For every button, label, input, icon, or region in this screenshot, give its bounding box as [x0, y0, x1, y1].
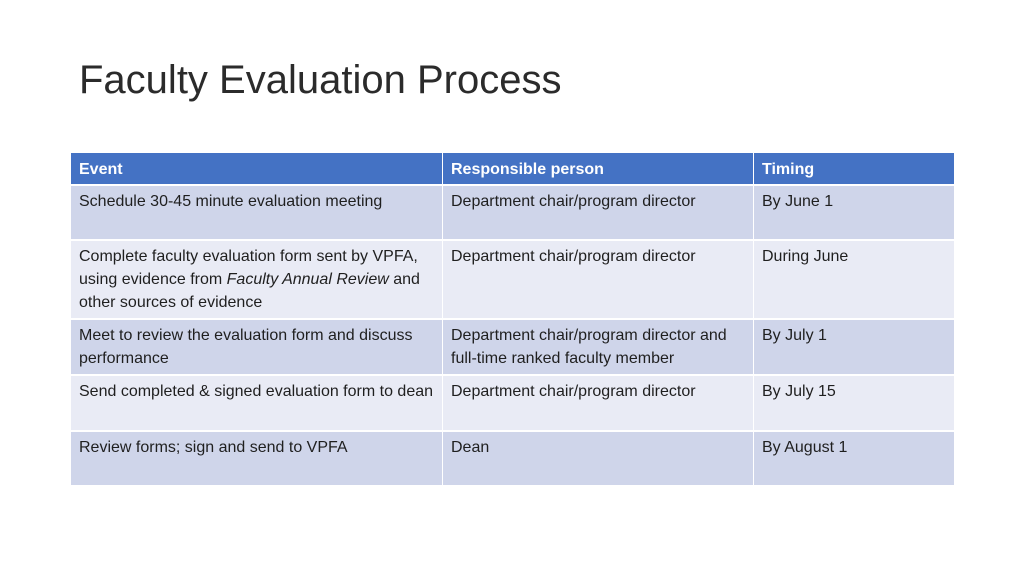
table-header-row	[71, 153, 955, 185]
table-row	[71, 319, 955, 375]
header-timing: Timing	[754, 153, 955, 185]
header-event: Event	[71, 153, 443, 185]
cell-event: Schedule 30-45 minute evaluation meeting	[71, 185, 443, 240]
cell-responsible: Department chair/program director	[443, 375, 754, 431]
table-row	[71, 375, 955, 431]
cell-event: Send completed & signed evaluation form to dean	[71, 375, 443, 431]
cell-timing: By June 1	[754, 185, 955, 240]
cell-event: Review forms; sign and send to VPFA	[71, 431, 443, 486]
evaluation-process-table	[70, 153, 955, 487]
cell-timing: By August 1	[754, 431, 955, 486]
cell-responsible: Department chair/program director and full-time ranked faculty member	[443, 319, 754, 375]
cell-timing: During June	[754, 240, 955, 319]
cell-timing: By July 15	[754, 375, 955, 431]
event-text: and other sources of evidence	[79, 271, 420, 311]
event-text: Complete faculty evaluation form sent by VPFA, using evidence from	[79, 248, 418, 288]
table-row	[71, 431, 955, 486]
cell-event	[71, 240, 443, 319]
slide-title: Faculty Evaluation Process	[79, 58, 562, 102]
table-row	[71, 240, 955, 319]
table-row	[71, 185, 955, 240]
cell-responsible: Dean	[443, 431, 754, 486]
header-responsible-person: Responsible person	[443, 153, 754, 185]
cell-timing: By July 1	[754, 319, 955, 375]
event-italic-text: Faculty Annual Review	[226, 271, 389, 288]
cell-responsible: Department chair/program director	[443, 185, 754, 240]
cell-event: Meet to review the evaluation form and discuss performance	[71, 319, 443, 375]
cell-responsible: Department chair/program director	[443, 240, 754, 319]
